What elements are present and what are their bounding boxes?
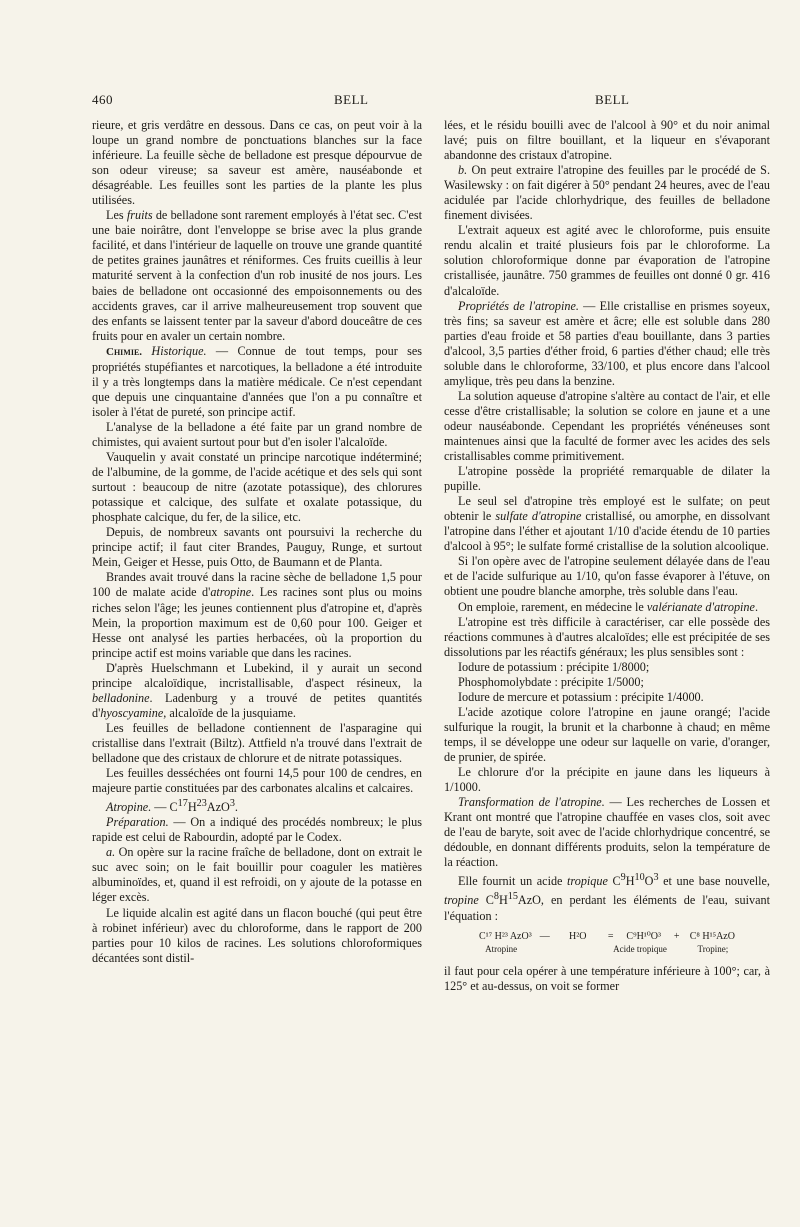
chemical-equation	[444, 930, 770, 956]
paragraph: Iodure de potassium : précipite 1/8000;	[458, 659, 650, 674]
paragraph: lées, et le résidu bouilli avec de l'alcool à 90° et du noir animal lavé; puis on filtre bouillant, et la liqueur en s'évaporant abandonne des cristaux d'atropine.	[444, 118, 770, 163]
paragraph: L'acide azotique colore l'atropine en jaune orangé; l'acide sulfurique la rougit, la brunit et la charbonne à chaud; en même temps, il se développe une odeur sur laquelle on varie, d'oranger, de prunier, de spirée.	[444, 704, 770, 764]
paragraph: Le seul sel d'atropine très employé est le sulfate; on peut obtenir le sulfate d'atropine cristallisé, ou amorphe, en dissolvant l'atropine dans l'éther et ajoutant 1/10 d'acide étendu de 10 parties d'alcool à 95°; le sulfate formé cristallise de la solution alcoolique.	[444, 494, 770, 554]
equation-label: Acide tropique	[613, 943, 667, 954]
paragraph: Depuis, de nombreux savants ont poursuivi la recherche du principe actif; il faut citer Brandes, Pauguy, Runge, et surtout Mein, Geiger et Hesse, puis Otto, de Baumann et de Planta.	[92, 525, 422, 570]
paragraph: Si l'on opère avec de l'atropine seulement délayée dans de l'eau et de l'acide sulfurique au 1/10, qu'on fasse évaporer à l'étuve, on obtient une poudre blanche amorphe, très soluble dans l'eau.	[444, 554, 770, 599]
equation-label	[529, 943, 539, 956]
paragraph: Les feuilles de belladone contiennent de l'asparagine qui cristallise dans l'extrait (Biltz). Attfield n'a trouvé dans l'extrait de belladone que des cristaux de chlorure et de nitrate potassiques.	[92, 720, 422, 765]
paragraph: L'analyse de la belladone a été faite par un grand nombre de chimistes, qui avaient surtout pour but d'en isoler l'alcaloïde.	[92, 419, 422, 449]
paragraph: b. On peut extraire l'atropine des feuilles par le procédé de S. Wasilewsky : on fait digérer à 50° pendant 24 heures, avec de l'eau acidulée par l'acide chlorhydrique, des feuilles de belladone finement divisées.	[444, 163, 770, 223]
paragraph: Chimie. Historique. — Connue de tout temps, pour ses propriétés stupéfiantes et narcotiques, la belladone a été introduite il y a très longtemps dans la matière médicale. Ce n'est cependant que depuis une cinquantaine d'années que l'on a pu connaître et isoler à l'état de pureté, son principe actif.	[92, 343, 422, 419]
left-text-column	[92, 118, 422, 966]
equation-labels	[444, 943, 770, 956]
paragraph: Le chlorure d'or la précipite en jaune dans les liqueurs à 1/1000.	[444, 765, 770, 795]
right-column-end	[444, 964, 770, 994]
page-number: 460	[92, 92, 113, 107]
equation-term: H²O	[568, 930, 587, 942]
paragraph: Brandes avait trouvé dans la racine sèche de belladone 1,5 pour 100 de malate acide d'atropine. Les racines sont plus ou moins riches selon l'âge; les jeunes contiennent plus d'atropine et, d'après Mein, la proportion maximum est de 0,60 pour 100. Geiger et Hesse ont analysé les parties herbacées, où la proportion du principe actif est moins variable que dans les racines.	[92, 570, 422, 660]
paragraph: On emploie, rarement, en médecine le valérianate d'atropine.	[458, 599, 758, 614]
paragraph: rieure, et gris verdâtre en dessous. Dans ce cas, on peut voir à la loupe un grand nombre de ponctuations blanches sur la face inférieure. La feuille sèche de belladone est presque dépourvue de son odeur vireuse; sa saveur est amère, nauséabonde et désagréable. Les feuilles sont les parties de la plante les plus utilisées.	[92, 118, 422, 208]
right-running-head: BELL	[595, 92, 630, 107]
right-text-column	[444, 118, 770, 994]
equation-label	[547, 943, 587, 956]
paragraph: Phosphomolybdate : précipite 1/5000;	[458, 674, 644, 689]
paragraph: D'après Huelschmann et Lubekind, il y aurait un second principe alcaloïdique, incristallisable, d'aspect résineux, la belladonine. Ladenburg y a trouvé de petites quantités d'hyoscyamine, alcaloïde de la jusquiame.	[92, 660, 422, 720]
paragraph: Préparation. — On a indiqué des procédés nombreux; le plus rapide est celui de Rabourdin, adopté par le Codex.	[92, 815, 422, 845]
paragraph: L'atropine est très difficile à caractériser, car elle possède des réactions communes à d'autres alcaloïdes; elle est précipitée de ses dissolutions par les réactifs généraux; les plus sensibles sont :	[444, 614, 770, 659]
paragraph: Vauquelin y avait constaté un principe narcotique indéterminé; de l'albumine, de la gomme, de l'acide acétique et des sels qui sont surtout : beaucoup de nitre (azotate potassique), des chlorures potassique et calcique, des sulfate et oxalate potassique, du phosphate calcique, du fer, de la silice, etc.	[92, 450, 422, 525]
right-column-body	[444, 118, 770, 924]
paragraph: il faut pour cela opérer à une température inférieure à 100°; car, à 125° et au-dessus, on voit se former	[444, 963, 770, 993]
equation-label	[595, 943, 605, 956]
equation-term: +	[673, 930, 680, 942]
left-running-head: BELL	[334, 92, 369, 107]
paragraph: Les feuilles desséchées ont fourni 14,5 pour 100 de cendres, en majeure partie constituées par des carbonates alcalins et calcaires.	[92, 766, 422, 796]
paragraph: Le liquide alcalin est agité dans un flacon bouché (qui peut être à robinet inférieur) avec du chloroforme, dans le rapport de 200 parties pour 10 kilos de racines. Les solutions chloroformiques décantées sont distil-	[92, 905, 422, 965]
equation-term: C⁹H¹⁰O³	[626, 930, 662, 942]
paragraph: Iodure de mercure et potassium : précipite 1/4000.	[458, 689, 704, 704]
equation-term: C¹⁷ H²³ AzO³	[479, 930, 532, 942]
paragraph: Atropine. — $C^{17}H^{23}AzO^3$.	[106, 798, 238, 815]
paragraph: L'extrait aqueux est agité avec le chloroforme, puis ensuite rendu alcalin et traité plusieurs fois par le chloroforme. La solution chloroformique donne par évaporation de l'atropine cristallisée, jaunâtre. 750 grammes de feuilles ont donné 0 gr. 416 d'alcaloïde.	[444, 223, 770, 298]
paragraph: Les fruits de belladone sont rarement employés à l'état sec. C'est une baie noirâtre, dont l'enveloppe se brise avec la plus grande facilité, et dans l'intérieur de laquelle on trouve une grande quantité de petites graines jaunâtres et réniformes. Ces fruits cueillis à leur maturité servent à la confection d'un rob inusité de nos jours. Les baies de belladone ont occasionné des empoisonnements ou des accidents graves, car il arrive malheureusement trop souvent que des enfants se laissent tenter par la saveur d'abord douceâtre de ces fruits pour en avaler un certain nombre.	[92, 208, 422, 343]
paragraph: Elle fournit un acide tropique $C^9H^{10}O^3$ et une base nouvelle, tropine $C^8H^{15}AzO$, en perdant les éléments de l'eau, suivant l'équation :	[444, 872, 770, 923]
equation-term: —	[539, 930, 550, 942]
paragraph: La solution aqueuse d'atropine s'altère au contact de l'air, et elle cesse d'être cristallisable; la solution se colore en jaune et a une odeur nauséabonde. Cependant les propriétés vénéneuses sont maintenues ainsi que la faculté de former avec les acides des sels cristallisables comme primitivement.	[444, 388, 770, 464]
equation-terms	[444, 930, 770, 943]
paragraph: Transformation de l'atropine. — Les recherches de Lossen et Krant ont montré que l'atropine chauffée en vases clos, soit avec de l'eau de baryte, soit avec de l'acide chlorhydrique concentré, se dédouble, en donnant différents produits, selon la température de la réaction.	[444, 795, 770, 870]
paragraph: a. On opère sur la racine fraîche de belladone, dont on extrait le suc avec soin; on le fait bouillir pour coaguler les matières albuminoïdes, et, quand il est refroidi, on y ajoute de la potasse en léger excès.	[92, 845, 422, 905]
equation-label	[675, 943, 685, 956]
paragraph: L'atropine possède la propriété remarquable de dilater la pupille.	[444, 464, 770, 494]
equation-label: Tropine;	[697, 943, 729, 954]
equation-term: C⁸ H¹⁵AzO	[689, 930, 735, 942]
running-header	[92, 92, 750, 112]
equation-label: Atropine	[485, 943, 518, 954]
equation-term: =	[607, 930, 614, 942]
paragraph: Propriétés de l'atropine. — Elle cristallise en prismes soyeux, très fins; sa saveur est amère et âcre; elle est soluble dans 280 parties d'eau froide et 58 parties d'eau bouillante, dans 3 parties d'alcool, 3,5 parties d'éther froid, 6 parties d'éther chaud; elle très soluble dans le chloroforme, 33/100, et plus encore dans l'alcool amylique, très peu dans la benzine.	[444, 298, 770, 388]
